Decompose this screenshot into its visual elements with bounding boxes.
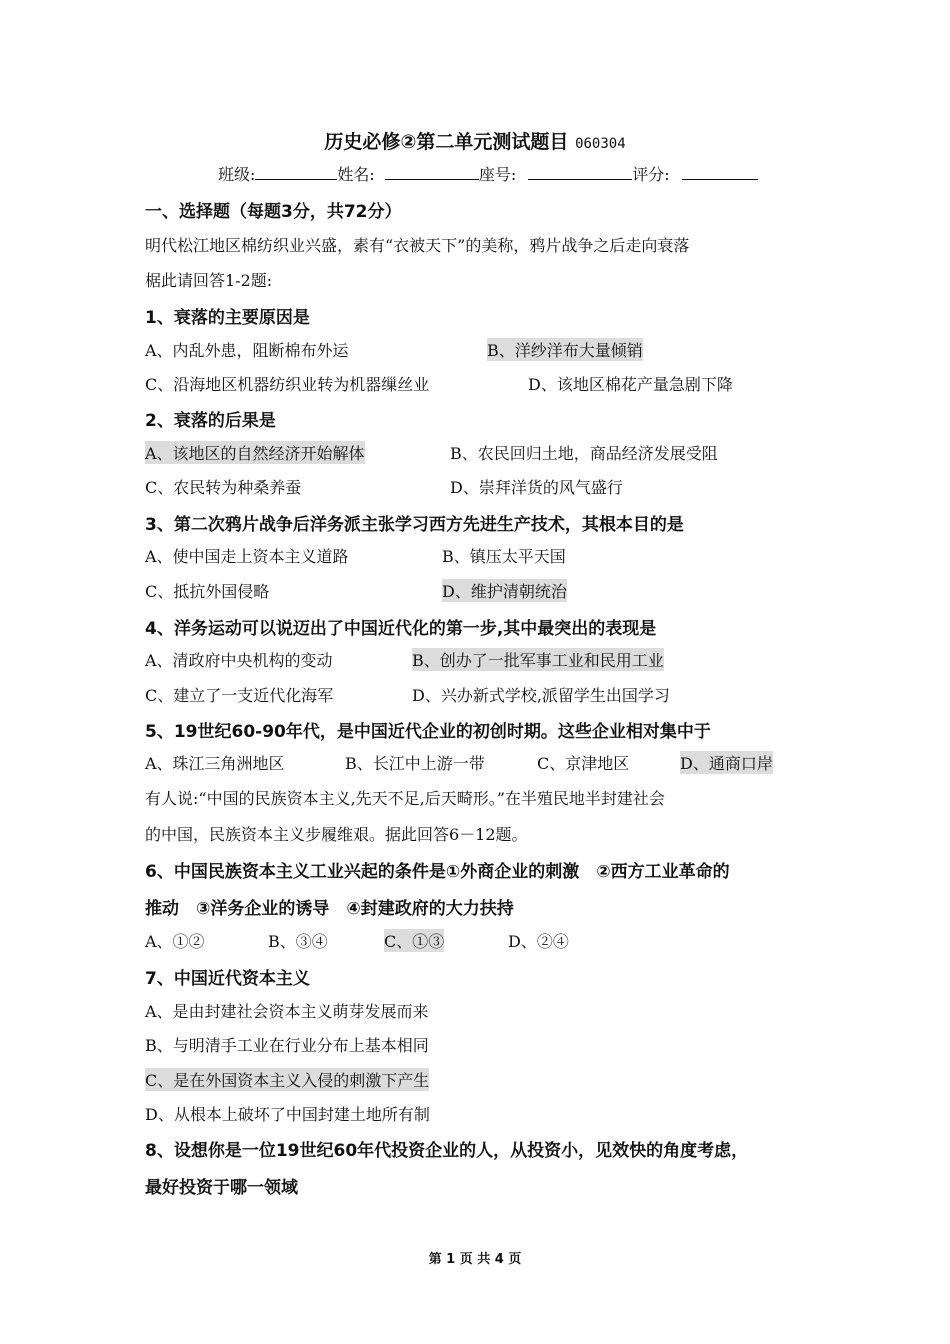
question-4-stem: 4、洋务运动可以说迈出了中国近代化的第一步,其中最突出的表现是	[145, 619, 657, 639]
page-footer: 第 1 页 共 4 页	[428, 1252, 522, 1267]
q1-option-c: C、沿海地区机器纺织业转为机器缫丝业	[145, 375, 430, 394]
page-title	[0, 127, 950, 154]
q4-option-d: D、兴办新式学校,派留学生出国学习	[412, 686, 670, 705]
q1-option-d: D、该地区棉花产量急剧下降	[528, 375, 733, 394]
question-6-stem-cont: 推动 ③洋务企业的诱导 ④封建政府的大力扶持	[145, 899, 514, 919]
title-text: 历史必修②第二单元测试题目	[324, 131, 569, 153]
q2-option-d: D、崇拜洋货的风气盛行	[450, 478, 623, 497]
q6-option-b: B、③④	[268, 932, 328, 951]
question-7-stem: 7、中国近代资本主义	[145, 969, 310, 989]
q4-option-b: B、创办了一批军事工业和民用工业	[412, 648, 664, 671]
q5-option-c: C、京津地区	[537, 754, 630, 773]
q2-option-b: B、农民回归土地，商品经济发展受阻	[450, 444, 718, 463]
q1-option-b: B、洋纱洋布大量倾销	[487, 338, 643, 361]
student-info-line	[218, 162, 758, 185]
score-field[interactable]	[682, 163, 758, 180]
q4-option-c: C、建立了一支近代化海军	[145, 686, 334, 705]
q4-option-a: A、清政府中央机构的变动	[145, 651, 333, 670]
intro-text-1: 明代松江地区棉纺织业兴盛，素有“衣被天下”的美称，鸦片战争之后走向衰落	[145, 236, 690, 255]
q3-option-b: B、镇压太平天国	[442, 547, 566, 566]
class-label: 班级:	[218, 165, 256, 184]
q2-option-a: A、该地区的自然经济开始解体	[145, 441, 365, 464]
question-1-stem: 1、衰落的主要原因是	[145, 308, 310, 328]
class-field[interactable]	[255, 163, 337, 180]
question-6-stem: 6、中国民族资本主义工业兴起的条件是①外商企业的刺激 ②西方工业革命的	[145, 862, 730, 882]
title-code: 060304	[575, 136, 626, 152]
q7-option-d: D、从根本上破坏了中国封建土地所有制	[145, 1105, 430, 1124]
name-field[interactable]	[385, 163, 479, 180]
q1-option-a: A、内乱外患，阻断棉布外运	[145, 341, 349, 360]
score-label: 评分:	[632, 165, 670, 184]
q7-option-a: A、是由封建社会资本主义萌芽发展而来	[145, 1002, 429, 1021]
q7-option-b: B、与明清手工业在行业分布上基本相同	[145, 1036, 429, 1055]
intro-text-2b: 的中国，民族资本主义步履维艰。据此回答6－12题。	[145, 825, 528, 844]
question-5-stem: 5、19世纪60-90年代，是中国近代企业的初创时期。这些企业相对集中于	[145, 722, 711, 742]
q5-option-a: A、珠江三角洲地区	[145, 754, 285, 773]
q5-option-b: B、长江中上游一带	[345, 754, 485, 773]
q3-option-d: D、维护清朝统治	[442, 579, 567, 602]
q6-option-c: C、①③	[384, 929, 444, 952]
seat-label: 座号:	[478, 165, 517, 184]
q7-option-c: C、是在外国资本主义入侵的刺激下产生	[145, 1068, 429, 1091]
intro-text-1b: 椐此请回答1-2题:	[145, 271, 273, 290]
q2-option-c: C、农民转为种桑养蚕	[145, 478, 302, 497]
q6-option-d: D、②④	[508, 932, 569, 951]
question-3-stem: 3、第二次鸦片战争后洋务派主张学习西方先进生产技术，其根本目的是	[145, 515, 684, 535]
section-heading: 一、选择题（每题3分，共72分）	[145, 202, 402, 222]
question-8-stem: 8、设想你是一位19世纪60年代投资企业的人，从投资小，见效快的角度考虑，	[145, 1141, 749, 1161]
q5-option-d: D、通商口岸	[680, 751, 773, 774]
question-8-stem-cont: 最好投资于哪一领域	[145, 1178, 298, 1198]
seat-field[interactable]	[528, 163, 632, 180]
intro-text-2: 有人说:“中国的民族资本主义,先天不足,后天畸形。”在半殖民地半封建社会	[145, 789, 665, 808]
question-2-stem: 2、衰落的后果是	[145, 411, 276, 431]
name-label: 姓名:	[337, 165, 375, 184]
q3-option-c: C、抵抗外国侵略	[145, 582, 270, 601]
q6-option-a: A、①②	[145, 932, 205, 951]
q3-option-a: A、使中国走上资本主义道路	[145, 547, 349, 566]
